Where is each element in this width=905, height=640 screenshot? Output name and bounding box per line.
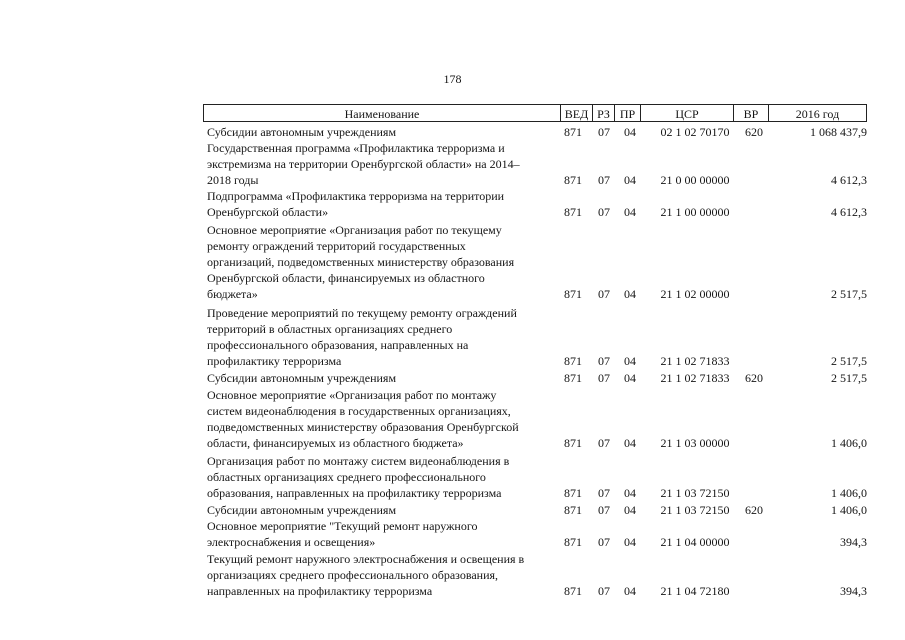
row-ved: 871	[564, 287, 582, 301]
row-amount: 2 517,5	[831, 371, 867, 385]
header-year: 2016 год	[768, 104, 867, 122]
row-csr: 21 0 00 00000	[660, 173, 730, 187]
row-csr: 21 1 03 72150	[660, 486, 730, 500]
row-amount: 1 406,0	[831, 486, 867, 500]
row-pr: 04	[624, 503, 636, 517]
row-name: Основное мероприятие «Организация работ по монтажу систем видеонаблюдения в государственных организациях, подведомственных министерству образования Оренбургской области, финансируемых из областного бюджета»	[207, 388, 519, 450]
row-pr: 04	[624, 486, 636, 500]
row-ved: 871	[564, 354, 582, 368]
header-name: Наименование	[203, 104, 560, 122]
row-pr: 04	[624, 125, 636, 139]
row-csr: 21 1 03 72150	[660, 503, 730, 517]
row-vr	[743, 485, 765, 501]
row-amount: 4 612,3	[831, 173, 867, 187]
row-pr: 04	[624, 205, 636, 219]
row-amount: 2 517,5	[831, 354, 867, 368]
row-amount: 1 406,0	[831, 503, 867, 517]
row-rz: 07	[598, 535, 610, 549]
row-name: Текущий ремонт наружного электроснабжения и освещения в организациях среднего профессионального образования, направленных на профилактику терроризма	[207, 552, 525, 598]
row-vr: 620	[745, 371, 763, 385]
header-ved: ВЕД	[560, 104, 592, 122]
row-name: Подпрограмма «Профилактика терроризма на территории Оренбургской области»	[207, 189, 505, 219]
row-pr: 04	[624, 535, 636, 549]
row-ved: 871	[564, 173, 582, 187]
row-csr: 21 1 02 00000	[660, 287, 730, 301]
row-rz: 07	[598, 371, 610, 385]
row-pr: 04	[624, 436, 636, 450]
row-csr: 21 1 00 00000	[660, 205, 730, 219]
row-ved: 871	[564, 503, 582, 517]
page-number: 178	[443, 72, 462, 86]
header-vr: ВР	[733, 104, 768, 122]
header-pr: ПР	[614, 104, 640, 122]
row-amount: 394,3	[840, 535, 867, 549]
row-pr: 04	[624, 354, 636, 368]
row-name: Организация работ по монтажу систем видеонаблюдения в областных организациях среднего профессионального образования, направленных на профилактику терроризма	[207, 454, 510, 500]
row-csr: 02 1 02 70170	[660, 125, 730, 139]
row-amount: 1 068 437,9	[810, 125, 867, 139]
row-vr: 620	[745, 125, 763, 139]
row-ved: 871	[564, 125, 582, 139]
row-vr	[743, 353, 765, 369]
row-rz: 07	[598, 584, 610, 598]
row-ved: 871	[564, 535, 582, 549]
row-vr: 620	[745, 503, 763, 517]
row-name: Основное мероприятие "Текущий ремонт наружного электроснабжения и освещения»	[207, 519, 478, 549]
header-rz: РЗ	[592, 104, 614, 122]
row-name: Субсидии автономным учреждениям	[207, 125, 397, 139]
row-vr	[743, 204, 765, 220]
row-pr: 04	[624, 371, 636, 385]
row-name: Субсидии автономным учреждениям	[207, 503, 397, 517]
row-amount: 4 612,3	[831, 205, 867, 219]
row-name: Основное мероприятие «Организация работ по текущему ремонту ограждений территорий государственных организаций, подведомственных министерству образования Оренбургской области, финансируемых из областного бюджета»	[207, 223, 515, 301]
row-csr: 21 1 02 71833	[660, 371, 730, 385]
row-name: Субсидии автономным учреждениям	[207, 371, 397, 385]
row-vr	[743, 172, 765, 188]
row-rz: 07	[598, 173, 610, 187]
header-csr: ЦСР	[640, 104, 733, 122]
row-vr	[743, 583, 765, 599]
row-ved: 871	[564, 584, 582, 598]
row-ved: 871	[564, 436, 582, 450]
row-amount: 2 517,5	[831, 287, 867, 301]
row-rz: 07	[598, 287, 610, 301]
row-rz: 07	[598, 205, 610, 219]
row-csr: 21 1 04 72180	[660, 584, 730, 598]
row-rz: 07	[598, 486, 610, 500]
row-pr: 04	[624, 584, 636, 598]
row-rz: 07	[598, 503, 610, 517]
row-amount: 394,3	[840, 584, 867, 598]
row-pr: 04	[624, 287, 636, 301]
row-name: Проведение мероприятий по текущему ремонту ограждений территорий в областных организациях среднего профессионального образования, направленных на профилактику терроризма	[207, 306, 517, 368]
row-csr: 21 1 03 00000	[660, 436, 730, 450]
row-rz: 07	[598, 354, 610, 368]
row-rz: 07	[598, 125, 610, 139]
row-ved: 871	[564, 371, 582, 385]
row-vr	[743, 286, 765, 302]
row-vr	[743, 435, 765, 451]
row-name: Государственная программа «Профилактика терроризма и экстремизма на территории Оренбургской области» на 2014– 2018 годы	[207, 141, 520, 187]
row-vr	[743, 534, 765, 550]
row-ved: 871	[564, 486, 582, 500]
row-csr: 21 1 04 00000	[660, 535, 730, 549]
row-rz: 07	[598, 436, 610, 450]
row-csr: 21 1 02 71833	[660, 354, 730, 368]
row-pr: 04	[624, 173, 636, 187]
row-amount: 1 406,0	[831, 436, 867, 450]
row-ved: 871	[564, 205, 582, 219]
